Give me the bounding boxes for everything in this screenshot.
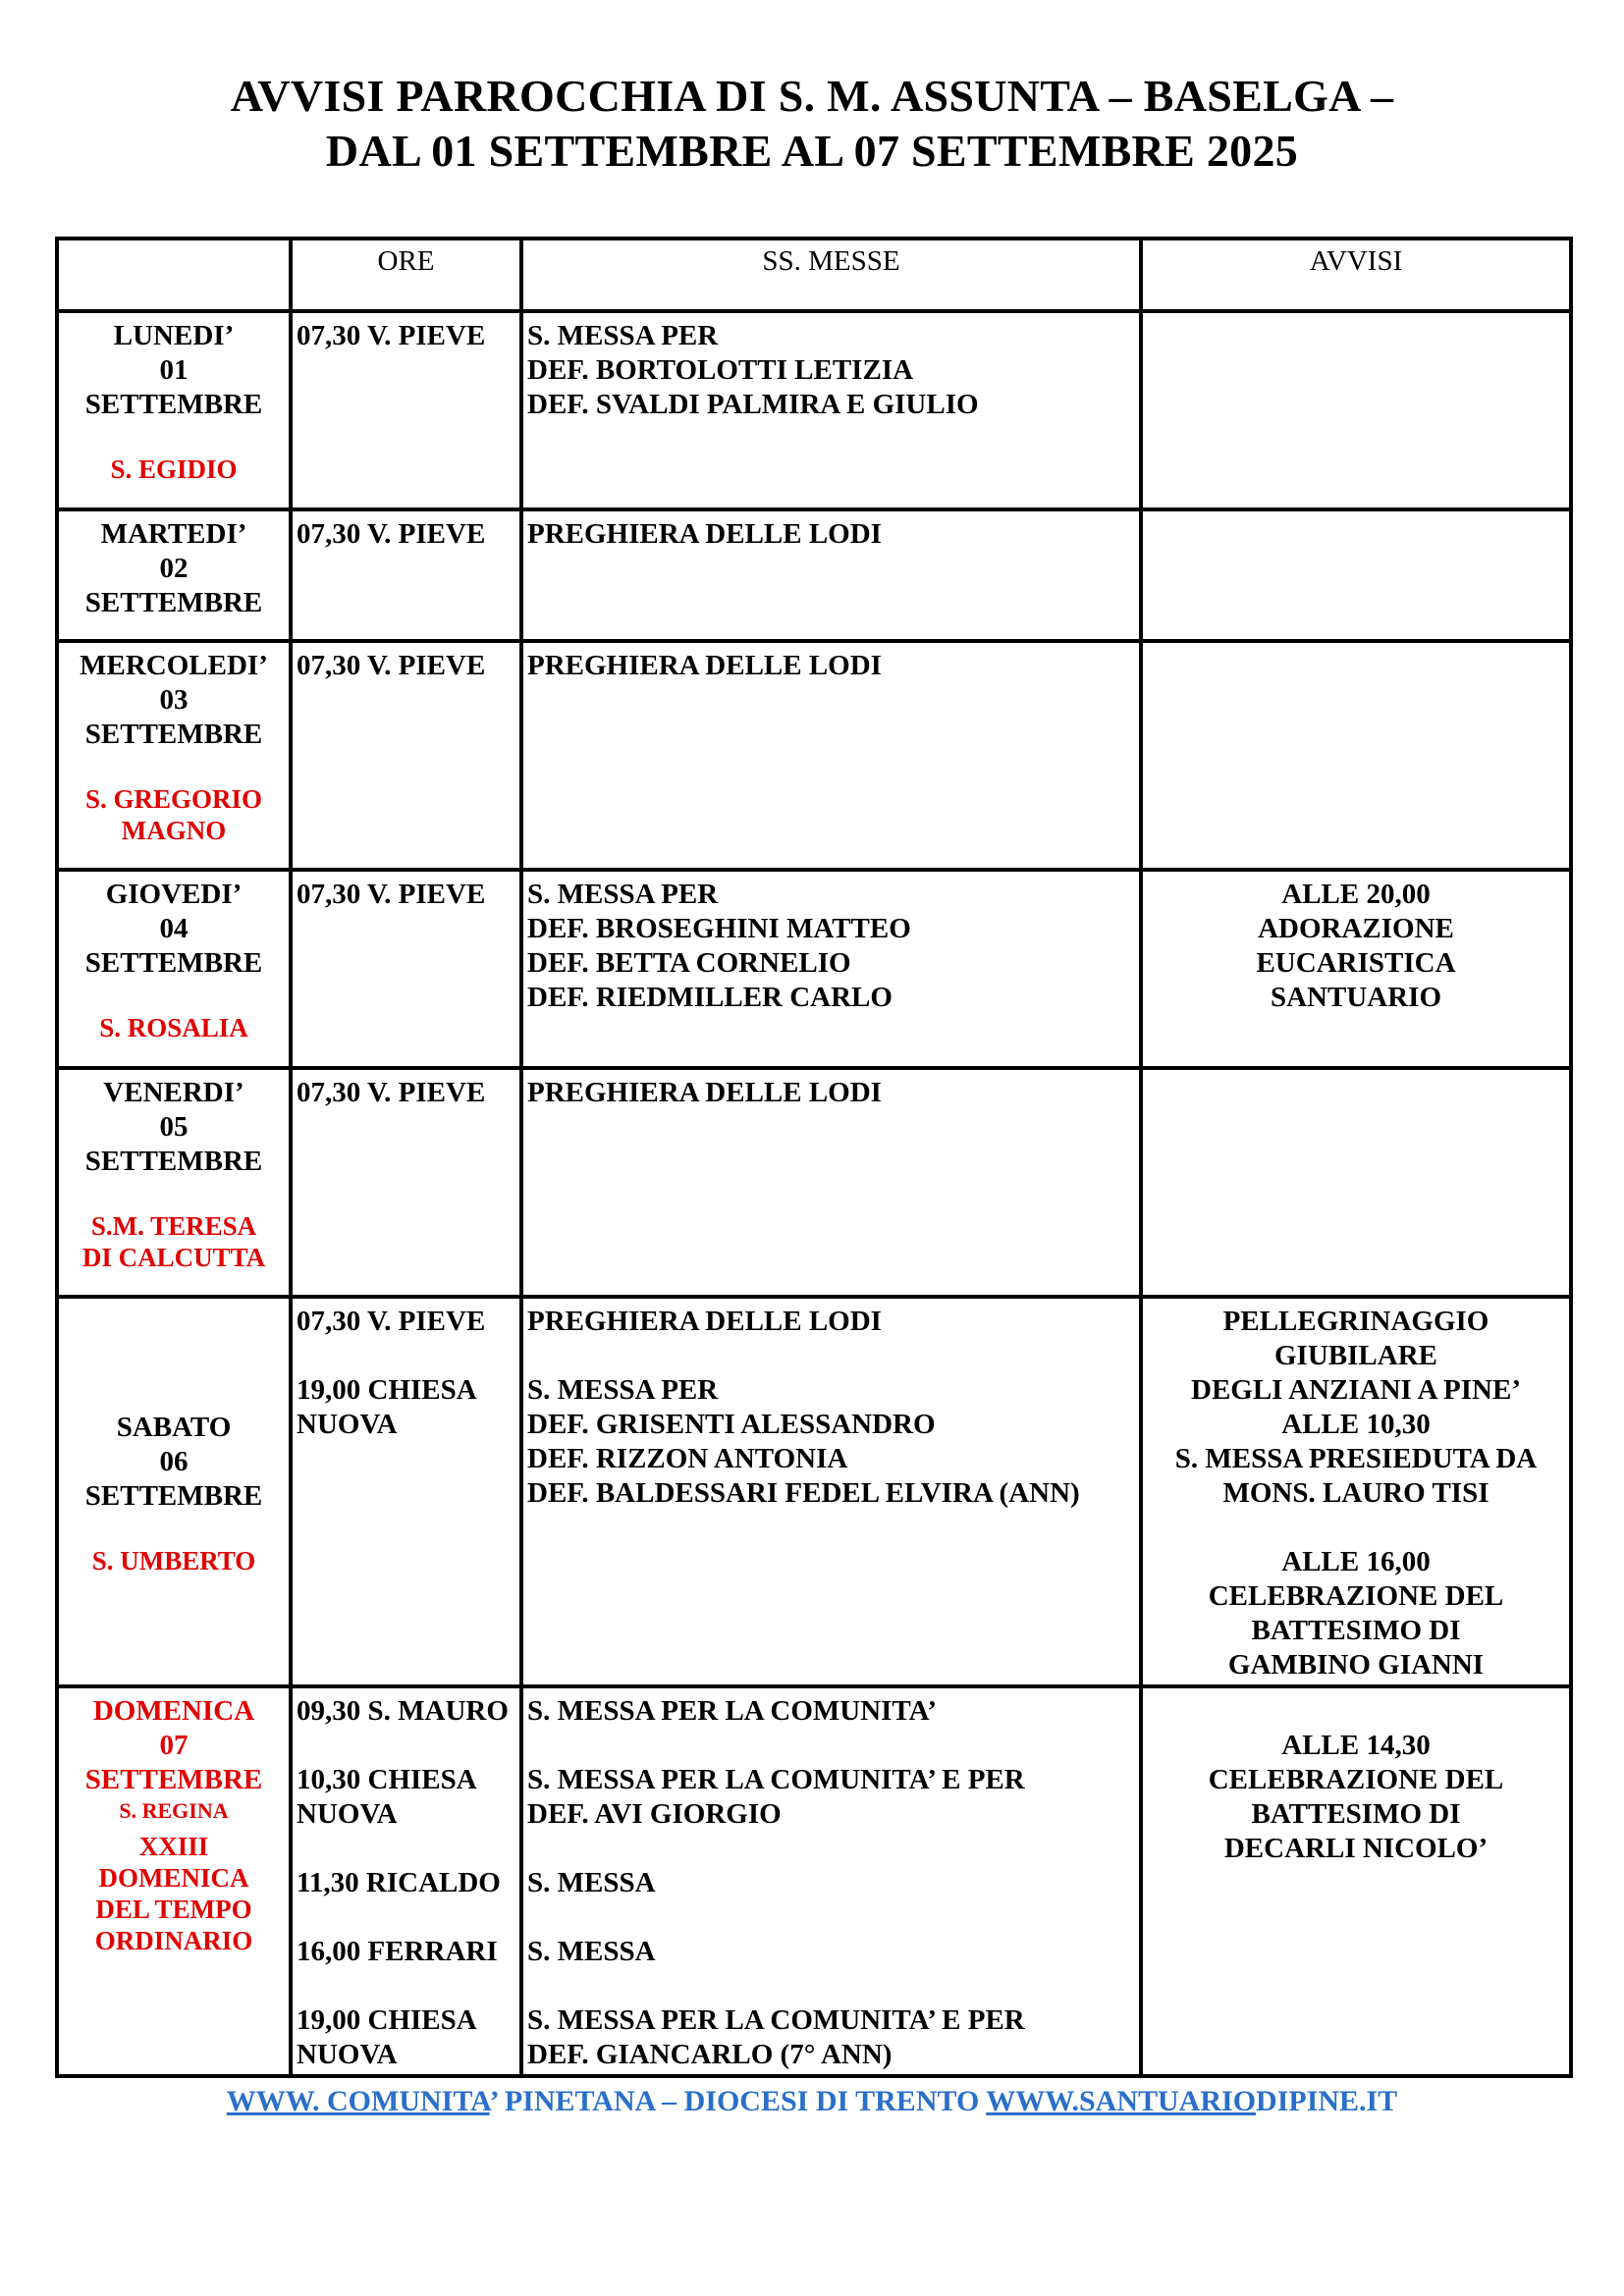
- messe-cell: [521, 509, 1141, 641]
- messe-line: [527, 1339, 1135, 1373]
- day-num: 03: [159, 684, 189, 716]
- avvisi-line: GAMBINO GIANNI: [1227, 1649, 1485, 1681]
- day-saint: DOMENICA: [98, 1863, 249, 1893]
- avvisi-line: DEGLI ANZIANI A PINE’: [1191, 1374, 1521, 1406]
- messe-line: DEF. BORTOLOTTI LETIZIA: [527, 354, 914, 386]
- avvisi-line: CELEBRAZIONE DEL: [1208, 1764, 1504, 1795]
- messe-line: DEF. SVALDI PALMIRA E GIULIO: [527, 389, 979, 420]
- messe-line: DEF. GRISENTI ALESSANDRO: [527, 1409, 936, 1440]
- day-month: SETTEMBRE: [84, 389, 263, 420]
- day-row: [57, 870, 1571, 1068]
- avvisi-line: S. MESSA PRESIEDUTA DA: [1174, 1443, 1538, 1474]
- day-name: DOMENICA: [92, 1695, 255, 1727]
- avvisi-cell: [1141, 641, 1571, 870]
- ore-line: 16,00 FERRARI: [297, 1936, 498, 1967]
- messe-line: S. MESSA PER: [527, 1374, 719, 1406]
- avvisi-line: GIUBILARE: [1274, 1340, 1437, 1371]
- avvisi-line: [1147, 1511, 1565, 1545]
- header-row: [57, 239, 1571, 311]
- messe-line: DEF. GIANCARLO (7° ANN): [527, 2039, 893, 2070]
- day-num: 07: [159, 1730, 189, 1761]
- messe-line: PREGHIERA DELLE LODI: [527, 518, 882, 550]
- header-messe: SS. MESSE: [521, 239, 1141, 311]
- avvisi-line: BATTESIMO DI: [1251, 1615, 1461, 1646]
- messe-cell: [521, 870, 1141, 1068]
- day-cell: [57, 641, 291, 870]
- day-saint: XXIII: [138, 1832, 209, 1861]
- messe-cell: [521, 1686, 1141, 2076]
- day-row: [57, 1068, 1571, 1297]
- ore-cell: [291, 311, 521, 509]
- ore-line: 19,00 CHIESA: [297, 1374, 477, 1406]
- messe-line: S. MESSA: [527, 1867, 656, 1898]
- ore-cell: [291, 1297, 521, 1686]
- day-num: 06: [159, 1446, 189, 1477]
- ore-line: 19,00 CHIESA: [297, 2004, 477, 2036]
- day-month: SETTEMBRE: [84, 947, 263, 979]
- ore-line: [297, 1969, 515, 2003]
- day-row: [57, 1686, 1571, 2076]
- ore-line: NUOVA: [297, 1409, 398, 1440]
- day-name: SABATO: [116, 1412, 232, 1443]
- messe-line: [527, 1969, 1135, 2003]
- day-saint: S.M. TERESA: [90, 1211, 257, 1241]
- avvisi-cell: [1141, 1068, 1571, 1297]
- day-name: VENERDI’: [103, 1077, 244, 1108]
- day-saint: DEL TEMPO: [95, 1895, 252, 1924]
- avvisi-cell: [1141, 870, 1571, 1068]
- messe-line: [527, 1729, 1135, 1763]
- day-saint: ORDINARIO: [94, 1926, 253, 1955]
- day-name: MERCOLEDI’: [80, 650, 268, 681]
- avvisi-line: DECARLI NICOLO’: [1223, 1833, 1489, 1864]
- day-saint: S. ROSALIA: [99, 1013, 248, 1042]
- footer-link-comunita[interactable]: WWW. COMUNITA: [226, 2085, 490, 2117]
- messe-line: DEF. RIZZON ANTONIA: [527, 1443, 848, 1474]
- avvisi-line: MONS. LAURO TISI: [1222, 1477, 1489, 1509]
- messe-cell: [521, 1297, 1141, 1686]
- avvisi-line: ALLE 20,00: [1281, 879, 1431, 910]
- page-title: [0, 69, 1624, 179]
- avvisi-cell: [1141, 311, 1571, 509]
- day-num: 01: [159, 354, 189, 386]
- messe-line: PREGHIERA DELLE LODI: [527, 1077, 882, 1108]
- day-month: SETTEMBRE: [84, 1480, 263, 1512]
- messe-line: S. MESSA PER LA COMUNITA’ E PER: [527, 1764, 1025, 1795]
- footer-middle: ’ PINETANA – DIOCESI DI TRENTO: [489, 2085, 987, 2117]
- footer-link-santuario[interactable]: WWW.SANTUARIO: [986, 2085, 1257, 2117]
- ore-line: 07,30 V. PIEVE: [297, 879, 486, 910]
- messe-line: DEF. RIEDMILLER CARLO: [527, 982, 893, 1013]
- day-cell: [57, 1297, 291, 1686]
- avvisi-line: PELLEGRINAGGIO: [1222, 1306, 1489, 1337]
- avvisi-line: BATTESIMO DI: [1251, 1798, 1461, 1830]
- day-month: SETTEMBRE: [84, 1764, 263, 1795]
- title-line-2: DAL 01 SETTEMBRE AL 07 SETTEMBRE 2025: [325, 126, 1299, 176]
- ore-line: 07,30 V. PIEVE: [297, 518, 486, 550]
- day-saint: S. EGIDIO: [110, 454, 238, 484]
- ore-line: [297, 1832, 515, 1866]
- avvisi-line: ALLE 10,30: [1281, 1409, 1431, 1440]
- messe-line: S. MESSA PER LA COMUNITA’: [527, 1695, 938, 1727]
- ore-cell: [291, 870, 521, 1068]
- header-ore: ORE: [291, 239, 521, 311]
- messe-line: PREGHIERA DELLE LODI: [527, 650, 882, 681]
- messe-line: DEF. BETTA CORNELIO: [527, 947, 851, 979]
- avvisi-line: SANTUARIO: [1270, 982, 1442, 1013]
- title-line-1: AVVISI PARROCCHIA DI S. M. ASSUNTA – BASELGA –: [230, 71, 1394, 121]
- day-row: [57, 1297, 1571, 1686]
- day-row: [57, 311, 1571, 509]
- day-cell: [57, 1686, 291, 2076]
- avvisi-line: ALLE 14,30: [1281, 1730, 1431, 1761]
- day-row: [57, 509, 1571, 641]
- avvisi-line: EUCARISTICA: [1256, 947, 1456, 979]
- day-saint: S. UMBERTO: [91, 1546, 256, 1575]
- ore-line: 07,30 V. PIEVE: [297, 320, 486, 351]
- header-avvisi: AVVISI: [1141, 239, 1571, 311]
- day-saint: DI CALCUTTA: [81, 1243, 266, 1272]
- day-num: 02: [159, 553, 189, 584]
- day-num: 05: [159, 1111, 189, 1143]
- day-cell: [57, 1068, 291, 1297]
- messe-line: DEF. BROSEGHINI MATTEO: [527, 913, 911, 944]
- messe-line: [527, 1832, 1135, 1866]
- messe-line: S. MESSA PER: [527, 879, 719, 910]
- ore-cell: [291, 509, 521, 641]
- ore-line: 07,30 V. PIEVE: [297, 1077, 486, 1108]
- day-name: LUNEDI’: [113, 320, 235, 351]
- day-cell: [57, 311, 291, 509]
- ore-line: 07,30 V. PIEVE: [297, 650, 486, 681]
- day-name: MARTEDI’: [100, 518, 247, 550]
- schedule-table: [55, 237, 1573, 2078]
- avvisi-line: ALLE 16,00: [1281, 1546, 1431, 1577]
- ore-line: [297, 1729, 515, 1763]
- messe-line: S. MESSA PER: [527, 320, 719, 351]
- ore-line: 09,30 S. MAURO: [297, 1695, 509, 1727]
- ore-line: 10,30 CHIESA: [297, 1764, 477, 1795]
- messe-cell: [521, 1068, 1141, 1297]
- ore-line: NUOVA: [297, 1798, 398, 1830]
- messe-line: DEF. AVI GIORGIO: [527, 1798, 782, 1830]
- messe-line: DEF. BALDESSARI FEDEL ELVIRA (ANN): [527, 1477, 1080, 1509]
- avvisi-line: ADORAZIONE: [1258, 913, 1454, 944]
- avvisi-line: CELEBRAZIONE DEL: [1208, 1580, 1504, 1612]
- messe-line: [527, 1900, 1135, 1935]
- avvisi-cell: [1141, 1297, 1571, 1686]
- day-saint: MAGNO: [121, 816, 227, 845]
- ore-line: 11,30 RICALDO: [297, 1867, 501, 1898]
- day-row: [57, 641, 1571, 870]
- day-saint-small: S. REGINA: [119, 1798, 229, 1823]
- messe-cell: [521, 311, 1141, 509]
- avvisi-cell: [1141, 509, 1571, 641]
- ore-line: NUOVA: [297, 2039, 398, 2070]
- ore-line: 07,30 V. PIEVE: [297, 1306, 486, 1337]
- ore-cell: [291, 1686, 521, 2076]
- day-cell: [57, 870, 291, 1068]
- footer-tail: DIPINE.IT: [1256, 2085, 1398, 2117]
- day-month: SETTEMBRE: [84, 587, 263, 618]
- avvisi-cell: [1141, 1686, 1571, 2076]
- ore-line: [297, 1339, 515, 1373]
- footer: [0, 2085, 1624, 2118]
- ore-line: [297, 1900, 515, 1935]
- day-month: SETTEMBRE: [84, 1146, 263, 1177]
- day-name: GIOVEDI’: [105, 879, 243, 910]
- header-day: [57, 239, 291, 311]
- day-month: SETTEMBRE: [84, 719, 263, 750]
- messe-line: PREGHIERA DELLE LODI: [527, 1306, 882, 1337]
- day-cell: [57, 509, 291, 641]
- messe-cell: [521, 641, 1141, 870]
- messe-line: S. MESSA: [527, 1936, 656, 1967]
- day-saint: S. GREGORIO: [84, 784, 263, 814]
- ore-cell: [291, 641, 521, 870]
- day-num: 04: [159, 913, 189, 944]
- ore-cell: [291, 1068, 521, 1297]
- avvisi-line: [1147, 1694, 1565, 1729]
- messe-line: S. MESSA PER LA COMUNITA’ E PER: [527, 2004, 1025, 2036]
